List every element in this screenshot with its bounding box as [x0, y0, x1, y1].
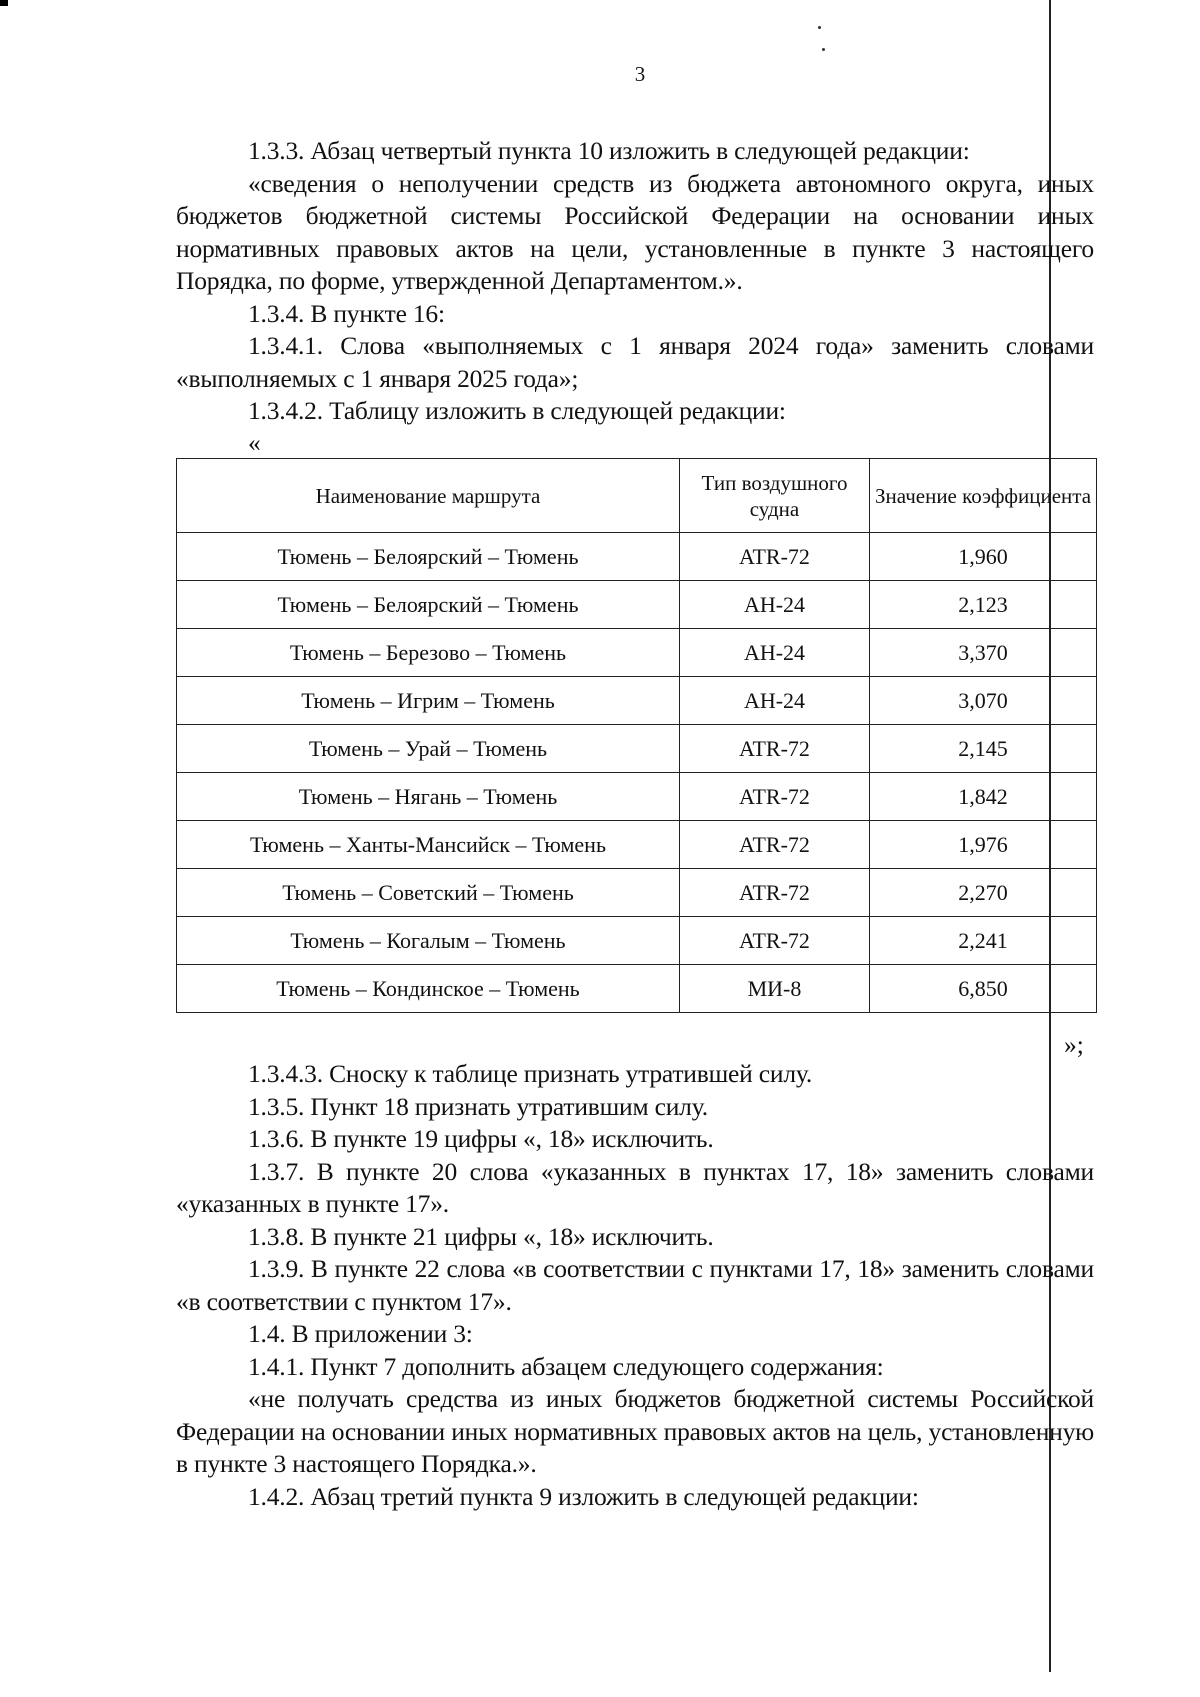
paragraph-1-3-4-2: 1.3.4.2. Таблицу изложить в следующей редакции:	[248, 396, 786, 425]
text-block-bottom	[176, 1058, 1094, 1513]
paragraph-1-3-4-3: 1.3.4.3. Сноску к таблице признать утратившей силу.	[248, 1059, 813, 1088]
table-row	[177, 773, 1097, 821]
cell-coefficient: 2,145	[870, 725, 1097, 773]
cell-aircraft: ATR-72	[680, 533, 870, 581]
scan-speck	[818, 26, 821, 29]
paragraph-1-4-1: 1.4.1. Пункт 7 дополнить абзацем следующего содержания:	[248, 1351, 884, 1381]
cell-aircraft: ATR-72	[680, 917, 870, 965]
table-row	[177, 821, 1097, 869]
cell-route: Тюмень – Березово – Тюмень	[177, 629, 680, 677]
paragraph-1-4-2: 1.4.2. Абзац третий пункта 9 изложить в следующей редакции:	[248, 1481, 919, 1511]
paragraph-1-4: 1.4. В приложении 3:	[248, 1319, 473, 1348]
routes-table	[176, 458, 1097, 1013]
table-row	[177, 629, 1097, 677]
table-row	[177, 533, 1097, 581]
cell-route: Тюмень – Когалым – Тюмень	[177, 917, 680, 965]
cell-route: Тюмень – Белоярский – Тюмень	[177, 581, 680, 629]
paragraph-1-3-9: 1.3.9. В пункте 22 слова «в соответствии с пунктами 17, 18» заменить словами «в соответствии с пунктом 17».	[176, 1254, 1094, 1316]
cell-aircraft: ATR-72	[680, 725, 870, 773]
paragraph-1-3-6: 1.3.6. В пункте 19 цифры «, 18» исключить.	[248, 1124, 714, 1153]
cell-aircraft: ATR-72	[680, 869, 870, 917]
table-row	[177, 965, 1097, 1013]
cell-route: Тюмень – Игрим – Тюмень	[177, 677, 680, 725]
cell-route: Тюмень – Ханты-Мансийск – Тюмень	[177, 821, 680, 869]
header-aircraft: Тип воздушного судна	[680, 459, 870, 533]
page-number: 3	[634, 62, 646, 86]
paragraph-1-3-3: 1.3.3. Абзац четвертый пункта 10 изложить в следующей редакции:	[248, 136, 970, 165]
cell-aircraft: ATR-72	[680, 821, 870, 869]
scan-speck	[822, 48, 825, 51]
header-coefficient: Значение коэффициента	[870, 459, 1097, 533]
cell-route: Тюмень – Кондинское – Тюмень	[177, 965, 680, 1013]
table-close-quote: »;	[1064, 1030, 1084, 1059]
table-row	[177, 725, 1097, 773]
cell-aircraft: АН-24	[680, 677, 870, 725]
cell-coefficient: 1,842	[870, 773, 1097, 821]
cell-coefficient: 1,960	[870, 533, 1097, 581]
table-header-row	[177, 459, 1097, 533]
cell-aircraft: АН-24	[680, 581, 870, 629]
table-row	[177, 677, 1097, 725]
cell-aircraft: АН-24	[680, 629, 870, 677]
cell-route: Тюмень – Урай – Тюмень	[177, 725, 680, 773]
cell-aircraft: ATR-72	[680, 773, 870, 821]
cell-coefficient: 3,070	[870, 677, 1097, 725]
paragraph-1-3-4: 1.3.4. В пункте 16:	[248, 298, 445, 328]
routes-table-wrapper	[176, 458, 1097, 1013]
paragraph-1-3-7: 1.3.7. В пункте 20 слова «указанных в пунктах 17, 18» заменить словами «указанных в пункте 17».	[176, 1156, 1094, 1218]
cell-coefficient: 2,123	[870, 581, 1097, 629]
paragraph-quote-funds: «сведения о неполучении средств из бюджета автономного округа, иных бюджетов бюджетной системы Российской Федерации на основании иных нормативных правовых актов на цели, установленные в пункте 3 настоящего Порядка, по форме, утвержденной Департаментом.».	[176, 168, 1094, 295]
cell-route: Тюмень – Белоярский – Тюмень	[177, 533, 680, 581]
table-row	[177, 869, 1097, 917]
table-row	[177, 581, 1097, 629]
cell-route: Тюмень – Советский – Тюмень	[177, 869, 680, 917]
paragraph-quote-budgets: «не получать средства из иных бюджетов бюджетной системы Российской Федерации на основании иных нормативных правовых актов на цель, установленную в пункте 3 настоящего Порядка.».	[176, 1384, 1094, 1478]
cell-coefficient: 1,976	[870, 821, 1097, 869]
header-route: Наименование маршрута	[177, 459, 680, 533]
cell-coefficient: 2,270	[870, 869, 1097, 917]
cell-coefficient: 2,241	[870, 917, 1097, 965]
paragraph-1-3-8: 1.3.8. В пункте 21 цифры «, 18» исключить.	[248, 1221, 714, 1251]
cell-route: Тюмень – Нягань – Тюмень	[177, 773, 680, 821]
cell-coefficient: 6,850	[870, 965, 1097, 1013]
cell-aircraft: МИ-8	[680, 965, 870, 1013]
scan-corner-mark	[0, 0, 8, 6]
text-block-top	[176, 135, 1094, 458]
paragraph-1-3-4-1: 1.3.4.1. Слова «выполняемых с 1 января 2024 года» заменить словами «выполняемых с 1 января 2025 года»;	[176, 331, 1094, 393]
cell-coefficient: 3,370	[870, 629, 1097, 677]
table-open-quote: «	[248, 427, 261, 457]
paragraph-1-3-5: 1.3.5. Пункт 18 признать утратившим силу.	[248, 1091, 708, 1121]
table-row	[177, 917, 1097, 965]
